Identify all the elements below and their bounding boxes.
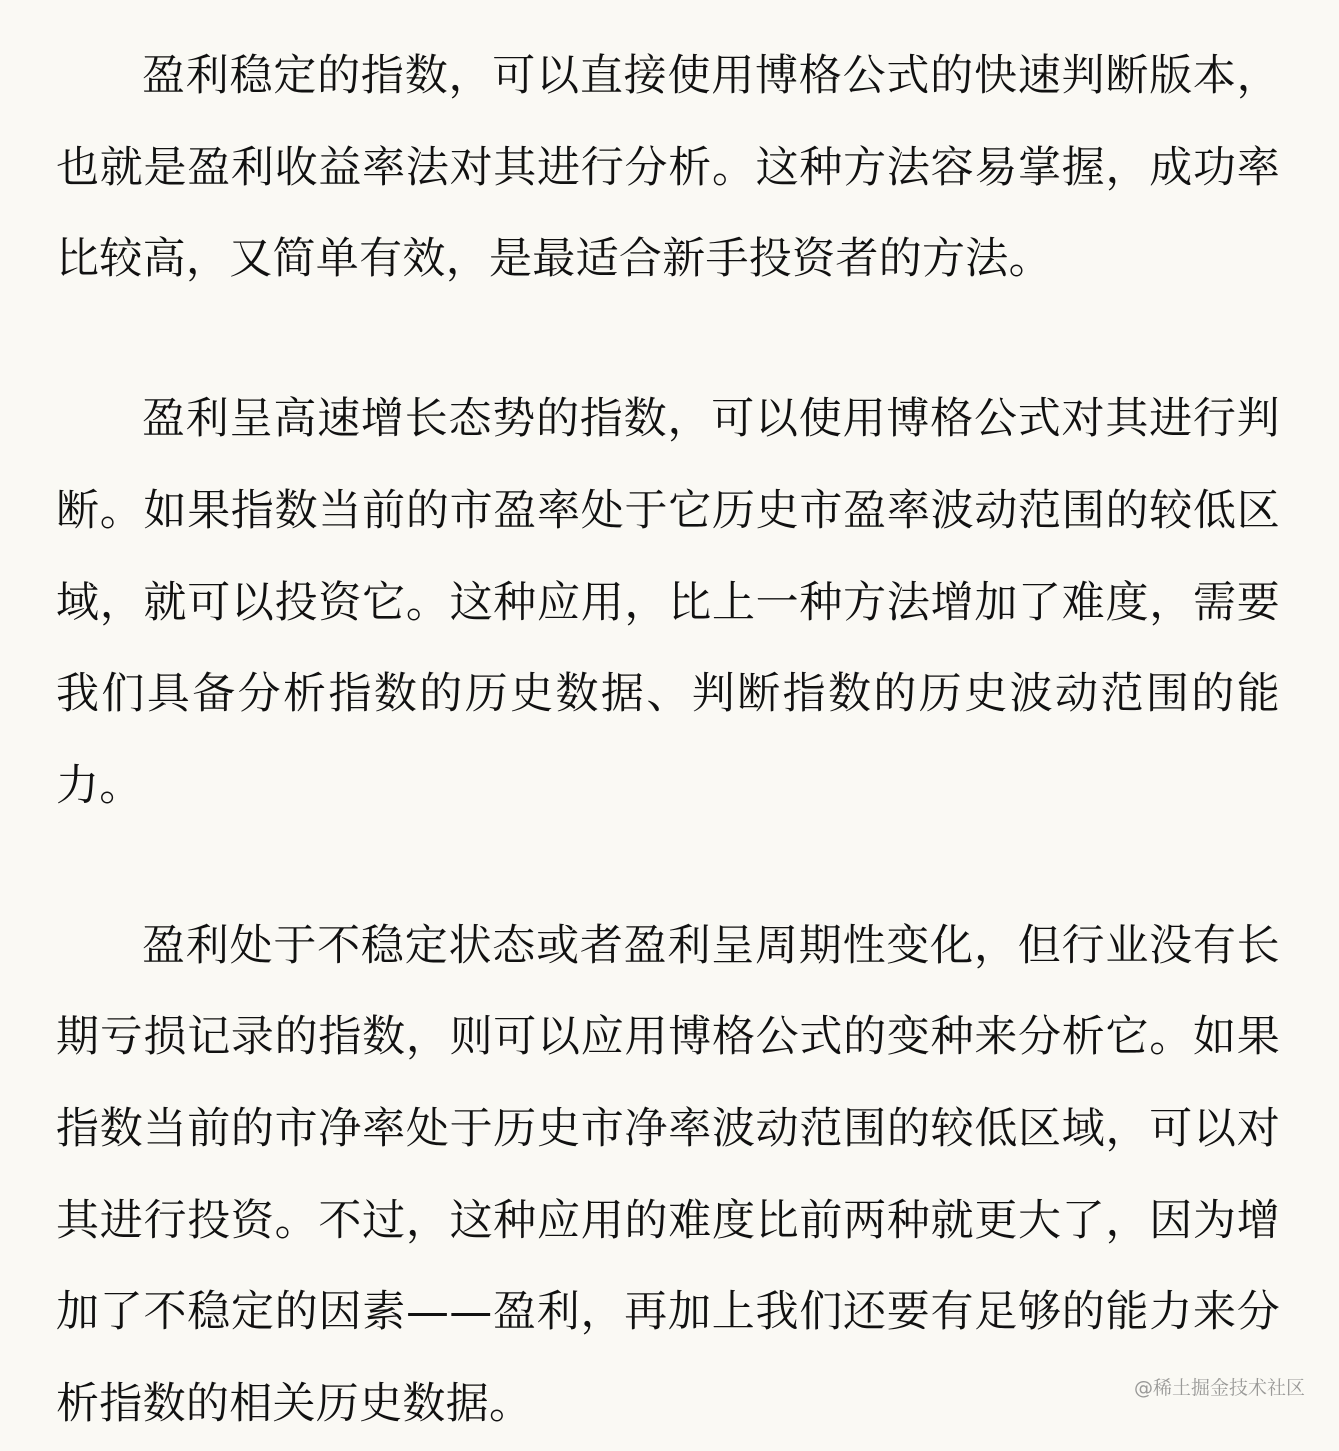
paragraph-stable-earnings: 盈利稳定的指数，可以直接使用博格公式的快速判断版本，也就是盈利收益率法对其进行分析。这种方法容易掌握，成功率比较高，又简单有效，是最适合新手投资者的方法。 [56, 51, 1280, 285]
paragraph-cyclical-earnings: 盈利处于不稳定状态或者盈利呈周期性变化，但行业没有长期亏损记录的指数，则可以应用博格公式的变种来分析它。如果指数当前的市净率处于历史市净率波动范围的较低区域，可以对其进行投资。不过，这种应用的难度比前两种就更大了，因为增加了不稳定的因素——盈利，再加上我们还要有足够的能力来分析指数的相关历史数据。 [56, 920, 1280, 1430]
paragraph-high-growth: 盈利呈高速增长态势的指数，可以使用博格公式对其进行判断。如果指数当前的市盈率处于它历史市盈率波动范围的较低区域，就可以投资它。这种应用，比上一种方法增加了难度，需要我们具备分析指数的历史数据、判断指数的历史波动范围的能力。 [56, 394, 1280, 811]
article-body [56, 31, 1280, 1451]
watermark: @稀土掘金技术社区 [1133, 1377, 1305, 1399]
